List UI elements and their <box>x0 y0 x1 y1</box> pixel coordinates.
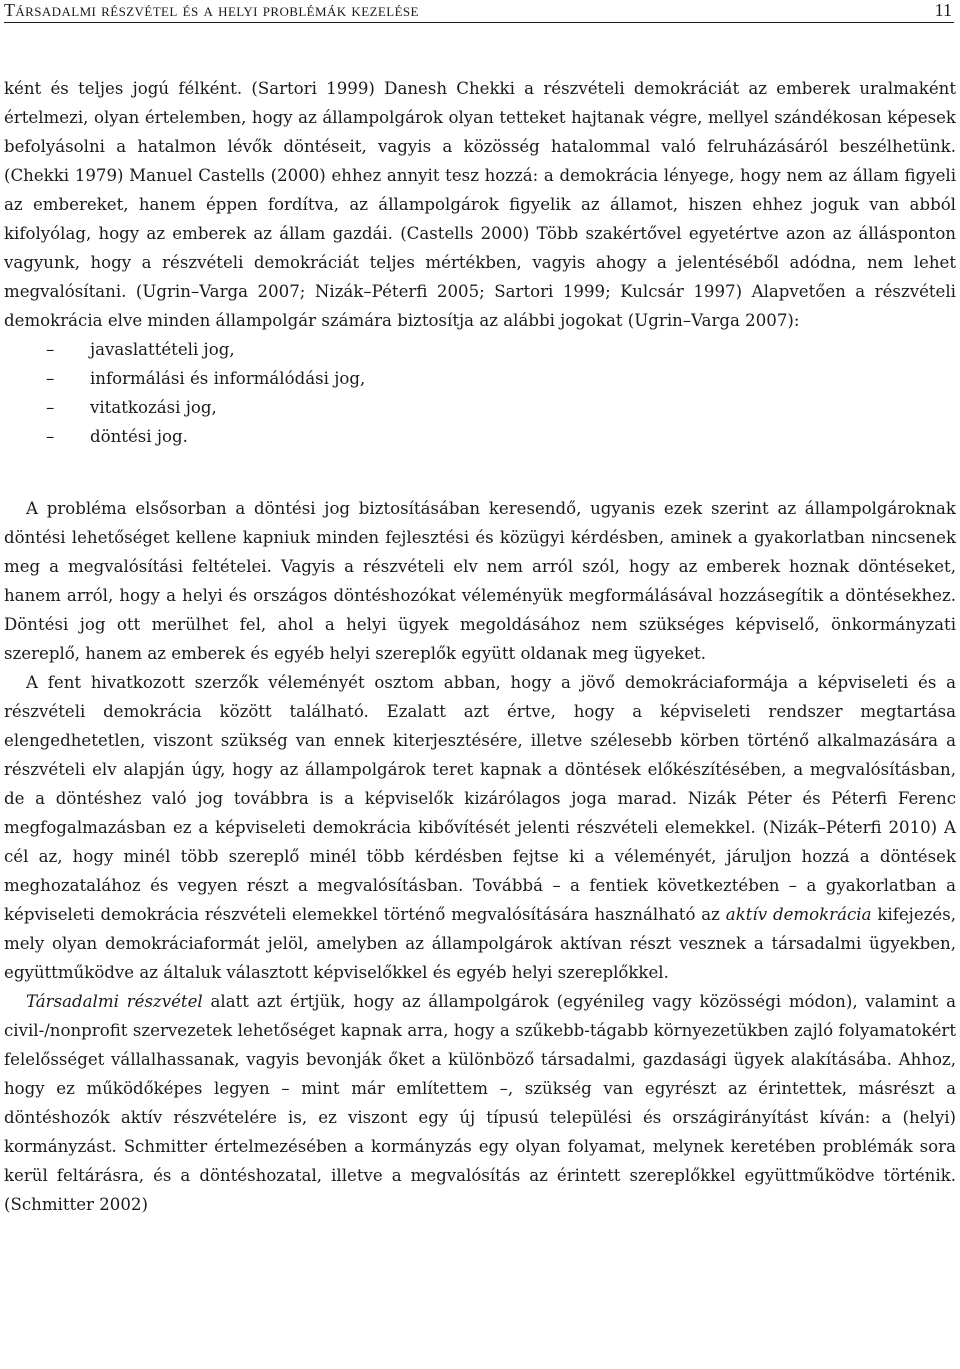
paragraph-4 <box>4 987 956 1219</box>
list-dash: – <box>46 398 55 417</box>
running-title: Társadalmi részvétel és a helyi problémák kezelése <box>4 0 419 20</box>
list-dash: – <box>46 369 55 388</box>
section-gap <box>4 451 956 494</box>
paragraph-3-text-a: A fent hivatkozott szerzők véleményét osztom abban, hogy a jövő demokráciaformája a képviseleti és a részvételi demokrácia között található. Ezalatt azt értve, hogy a képviseleti rendszer megtartása elengedhetetlen, viszont szükség van ennek kiterjesztésére, illetve szélesebb körben történő alkalmazására a részvételi elv alapján úgy, hogy az állampolgárok teret kapnak a döntések előkészítésében, a megvalósításban, de a döntéshez való jog továbbra is a képviselők kizárólagos joga marad. Nizák Péter és Péterfi Ferenc megfogalmazásban ez a képviseleti demokrácia kibővítését jelenti részvételi elemekkel. (Nizák–Péterfi 2010) A cél az, hogy minél több szereplő minél több kérdésben fejtse ki a véleményét, járuljon hozzá a döntések meghozatalához és vegyen részt a megvalósításban. Továbbá – a fentiek következtében – a gyakorlatban a képviseleti demokrácia részvételi elemekkel történő megvalósítására használható az <box>4 673 956 924</box>
paragraph-4-emphasis: Társadalmi részvétel <box>26 992 203 1011</box>
paragraph-2: A probléma elsősorban a döntési jog biztosításában keresendő, ugyanis ezek szerint az állampolgároknak döntési lehetőséget kellene kapniuk minden fejlesztési és közügyi kérdésben, aminek a gyakorlatban nincsenek meg a megvalósítási feltételei. Vagyis a részvételi elv nem arról szól, hogy az emberek hoznak döntéseket, hanem arról, hogy a helyi és országos döntéshozókat véleményük megformálásával hozzásegítik a döntésekhez. Döntési jog ott merülhet fel, ahol a helyi ügyek megoldásához nem szükséges képviselő, önkormányzati szereplő, hanem az emberek és egyéb helyi szereplők együtt oldanak meg ügyeket. <box>4 499 956 663</box>
running-header <box>4 0 954 23</box>
rights-list <box>4 335 956 451</box>
list-item <box>4 364 956 393</box>
list-item-text: javaslattételi jog, <box>90 340 235 359</box>
paragraph-4-text: alatt azt értjük, hogy az állampolgárok (egyénileg vagy közösségi módon), valamint a civil-/nonprofit szervezetek lehetőséget kapnak arra, hogy a szűkebb-tágabb környezetükben zajló folyamatokért felelősséget vállalhassanak, vagyis bevonják őket a különböző társadalmi, gazdasági ügyek alakításába. Ahhoz, hogy ez működőképes legyen – mint már említettem –, szükség van egyrészt az érintettek, másrészt a döntéshozók aktív részvételére is, ez viszont egy új típusú települési és országirányítást kíván: a (helyi) kormányzást. Schmitter értelmezésében a kormányzás egy olyan folyamat, melynek keretében problémák sora kerül feltárásra, és a döntéshozatal, illetve a megvalósítás az érintett szereplőkkel együttműködve történik. (Schmitter 2002) <box>4 992 957 1214</box>
list-dash: – <box>46 427 55 446</box>
page-number: 11 <box>934 0 952 20</box>
list-dash: – <box>46 340 55 359</box>
paragraph-1: ként és teljes jogú félként. (Sartori 1999) Danesh Chekki a részvételi demokráciát az emberek uralmaként értelmezi, olyan értelemben, hogy az állampolgárok olyan tetteket hajtanak végre, mellyel szándékosan képesek befolyásolni a hatalmon lévők döntéseit, vagyis a közösség hatalommal való felruházásáról beszélhetünk. (Chekki 1979) Manuel Castells (2000) ehhez annyit tesz hozzá: a demokrácia lényege, hogy nem az állam figyeli az embereket, hanem éppen fordítva, az állampolgárok figyelik az államot, hiszen ehhez joguk van abból kifolyólag, hogy az emberek az állam gazdái. (Castells 2000) Több szakértővel egyetértve azon az állásponton vagyunk, hogy a részvételi demokráciát teljes mértékben, vagyis ahogy a jelentéséből adódna, nem lehet megvalósítani. (Ugrin–Varga 2007; Nizák–Péterfi 2005; Sartori 1999; Kulcsár 1997) Alapvetően a részvételi demokrácia elve minden állampolgár számára biztosítja az alábbi jogokat (Ugrin–Varga 2007): <box>4 79 956 330</box>
list-item-text: informálási és informálódási jog, <box>90 369 366 388</box>
body-text <box>4 74 956 1219</box>
list-item-text: vitatkozási jog, <box>90 398 217 417</box>
list-item-text: döntési jog. <box>90 427 188 446</box>
list-item <box>4 422 956 451</box>
paragraph-3 <box>4 668 956 987</box>
paragraph-3-emphasis: aktív demokrácia <box>725 905 872 924</box>
list-item <box>4 335 956 364</box>
list-item <box>4 393 956 422</box>
paragraph-3-text-b: kifejezés, mely olyan demokráciaformát jelöl, amelyben az állampolgárok aktívan részt vesznek a társadalmi ügyekben, együttműködve az általuk választott képviselőkkel és egyéb helyi szereplőkkel. <box>4 905 956 982</box>
